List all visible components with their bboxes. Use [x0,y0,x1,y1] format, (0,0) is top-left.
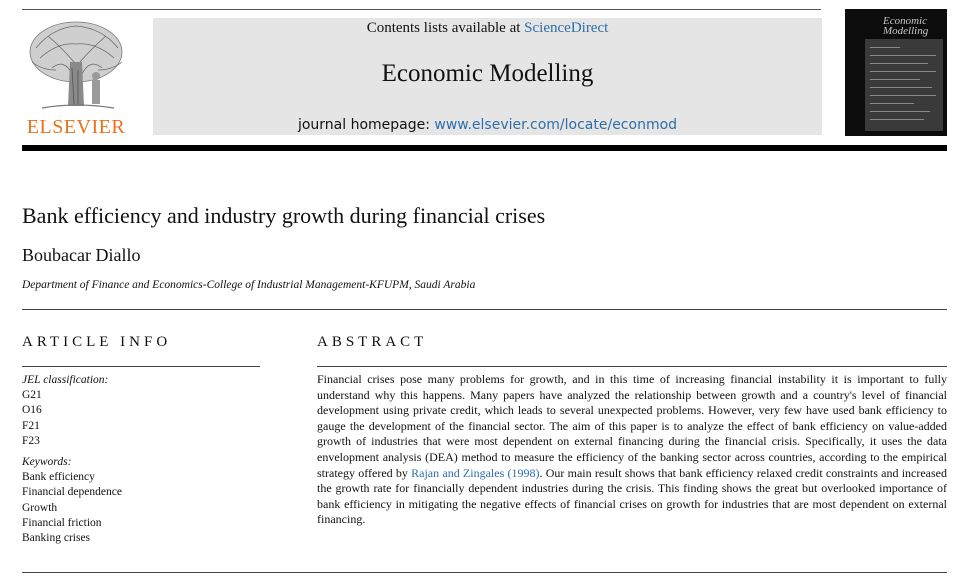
keyword: Bank efficiency [22,471,95,484]
article-info-panel [22,373,262,546]
header-thick-rule [22,145,947,151]
contents-line [153,20,822,37]
publisher-name: ELSEVIER [26,116,126,138]
cover-line [870,87,932,88]
header-top-rule [22,9,821,10]
elsevier-logo[interactable] [22,18,130,136]
cover-title-line-2: Modelling [883,25,929,37]
cover-line [870,79,920,80]
keyword: Growth [22,501,58,514]
cover-contents-panel [865,39,943,131]
contents-prefix: Contents lists available at [366,20,525,36]
cover-title [883,16,945,36]
abstract-heading: ABSTRACT [317,334,428,350]
cover-line [870,55,936,56]
author-name[interactable]: Boubacar Diallo [22,245,141,265]
cover-line [870,103,914,104]
article-info-rule [22,366,260,367]
citation-link[interactable]: Rajan and Zingales (1998) [411,465,540,480]
journal-banner [153,18,822,135]
keywords-label: Keywords: [22,456,72,469]
bottom-rule [22,572,947,573]
abstract-body [317,372,947,528]
abstract-text-start: Financial crises pose many problems for growth, and in this time of increasing financial instability it is important to fully understand why this happens. Many papers have analyzed the relationship between growth and a country's level of financial development using private credit, which leads to several unexpected problems. However, very few have used bank efficiency to gauge the development of the financial sector. The aim of this paper is to analyze the effect of bank efficiency on value-added growth of industries that were most dependent on external financing during the financial crisis. Specifically, it uses the data envelopment analysis (DEA) method to measure the efficiency of the banking sector across countries, according to the empirical strategy offered by [317,372,947,480]
cover-line [870,119,924,120]
cover-line [870,111,930,112]
keyword: Financial friction [22,516,102,529]
article-title: Bank efficiency and industry growth during financial crises [22,203,546,228]
cover-title-line-1: Economic [883,15,927,27]
journal-title[interactable]: Economic Modelling [381,60,594,87]
cover-line [870,95,936,96]
jel-code: O16 [22,404,42,417]
cover-line [870,71,936,72]
abstract-rule [317,366,947,367]
keyword: Banking crises [22,532,91,545]
abstract-text-end: . Our main result shows that bank efficiency relaxed credit constraints and increased the growth rate for financially dependent industries during the crisis. This finding shows the great but overlooked importance of bank efficiency in mitigating the negative effects of financial crises on growth for industries that are most dependent on external financing. [317,465,948,527]
journal-homepage-link[interactable]: www.elsevier.com/locate/econmod [434,117,678,133]
heading-divider [22,309,947,310]
cover-line [870,63,928,64]
article-info-heading: ARTICLE INFO [22,334,172,350]
jel-code: F23 [22,434,40,447]
jel-code: F21 [22,419,40,432]
jel-code: G21 [22,389,42,402]
sciencedirect-link[interactable]: ScienceDirect [524,20,609,36]
keyword: Financial dependence [22,486,122,499]
cover-line [870,47,900,48]
homepage-line [153,117,822,133]
homepage-prefix: journal homepage: [297,117,435,133]
elsevier-tree-icon [22,18,130,114]
jel-label: JEL classification: [22,374,109,386]
journal-cover-thumbnail[interactable] [845,9,947,136]
author-affiliation: Department of Finance and Economics-College of Industrial Management-KFUPM, Saudi Arabia [22,279,476,291]
